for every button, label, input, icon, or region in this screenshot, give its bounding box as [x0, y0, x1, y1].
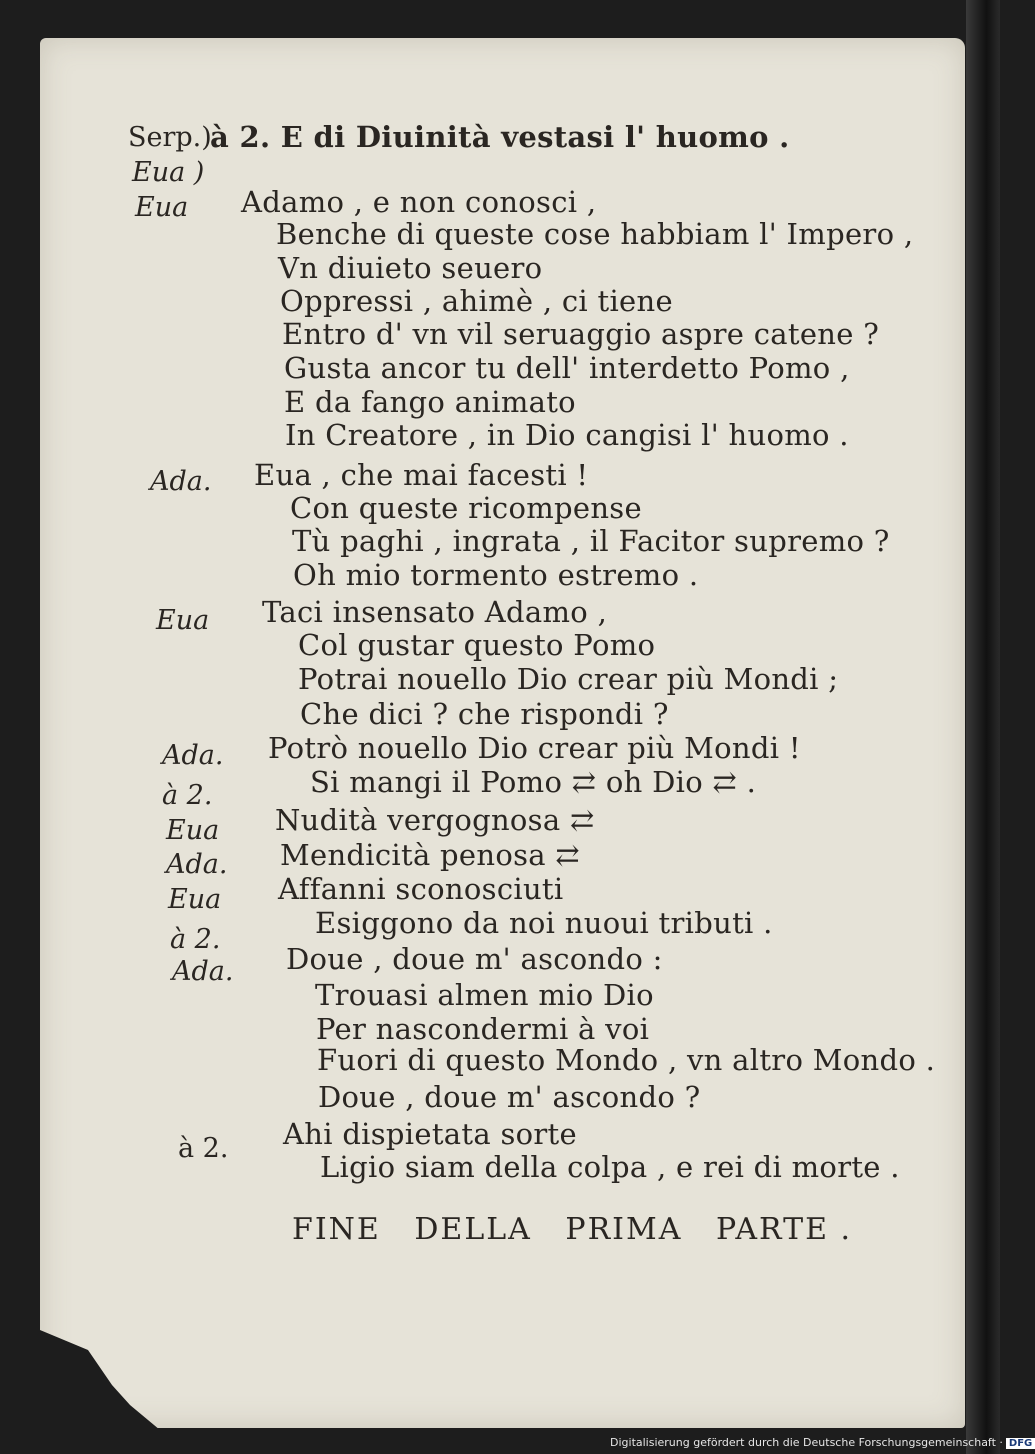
speaker-label: Ada.: [162, 740, 224, 771]
verse-line: Mendicità penosa ⇄: [280, 838, 581, 872]
speaker-label: Eua: [135, 192, 189, 223]
verse-line: Con queste ricompense: [290, 491, 642, 525]
speaker-label: Eua: [166, 815, 220, 846]
verse-line: Esiggono da noi nuoui tributi .: [315, 906, 773, 940]
speaker-label: Eua: [168, 884, 222, 915]
verse-line: Entro d' vn vil seruaggio aspre catene ?: [282, 317, 880, 351]
speaker-label: Eua: [156, 605, 210, 636]
book-spine: [966, 0, 1000, 1454]
section-end-heading: [292, 1212, 874, 1247]
verse-line: Oh mio tormento estremo .: [293, 558, 699, 592]
verse-line: In Creatore , in Dio cangisi l' huomo .: [285, 418, 849, 452]
verse-line: Benche di queste cose habbiam l' Impero ,: [276, 217, 914, 251]
verse-line: Affanni sconosciuti: [278, 872, 564, 906]
speaker-label: Ada.: [166, 849, 228, 880]
verse-line: Tù paghi , ingrata , il Facitor supremo ?: [292, 524, 890, 558]
verse-line: Gusta ancor tu dell' interdetto Pomo ,: [284, 351, 850, 385]
verse-line: Trouasi almen mio Dio: [315, 978, 654, 1012]
speaker-label: Ada.: [172, 956, 234, 987]
finis-word: PARTE .: [715, 1212, 853, 1247]
verse-line: Che dici ? che rispondi ?: [300, 697, 669, 731]
finis-word: PRIMA: [565, 1212, 683, 1247]
verse-line: Adamo , e non conosci ,: [241, 185, 597, 219]
verse-line: Per nascondermi à voi: [316, 1012, 650, 1046]
speaker-label: à 2.: [170, 924, 221, 955]
verse-line: Doue , doue m' ascondo :: [286, 942, 663, 976]
dfg-logo: DFG: [1006, 1438, 1035, 1449]
speaker-label: Eua ): [132, 157, 205, 188]
speaker-label: à 2.: [162, 780, 213, 811]
verse-line: Potrai nouello Dio crear più Mondi ;: [298, 662, 839, 696]
verse-line: Si mangi il Pomo ⇄ oh Dio ⇄ .: [310, 765, 757, 799]
speaker-label: Serp.): [128, 122, 212, 153]
finis-word: FINE: [292, 1212, 381, 1247]
verse-line: Ligio siam della colpa , e rei di morte .: [320, 1150, 900, 1184]
verse-line: Oppressi , ahimè , ci tiene: [280, 284, 673, 318]
digitization-credit: [610, 1436, 1035, 1449]
credit-text: Digitalisierung gefördert durch die Deutsche Forschungsgemeinschaft ·: [610, 1436, 1003, 1449]
verse-line: Eua , che mai facesti !: [254, 458, 589, 492]
verse-line: Nudità vergognosa ⇄: [275, 803, 595, 837]
verse-line: Fuori di questo Mondo , vn altro Mondo .: [317, 1043, 936, 1077]
verse-line: à 2. E di Diuinità vestasi l' huomo .: [210, 120, 790, 154]
verse-line: Taci insensato Adamo ,: [262, 595, 608, 629]
finis-word: DELLA: [414, 1212, 532, 1247]
verse-line: Doue , doue m' ascondo ?: [318, 1080, 701, 1114]
speaker-label: Ada.: [150, 466, 212, 497]
verse-line: Potrò nouello Dio crear più Mondi !: [268, 731, 801, 765]
verse-line: Col gustar questo Pomo: [298, 628, 656, 662]
verse-line: E da fango animato: [284, 385, 576, 419]
verse-line: Ahi dispietata sorte: [283, 1117, 577, 1151]
speaker-label: à 2.: [178, 1133, 229, 1164]
verse-line: Vn diuieto seuero: [278, 251, 543, 285]
